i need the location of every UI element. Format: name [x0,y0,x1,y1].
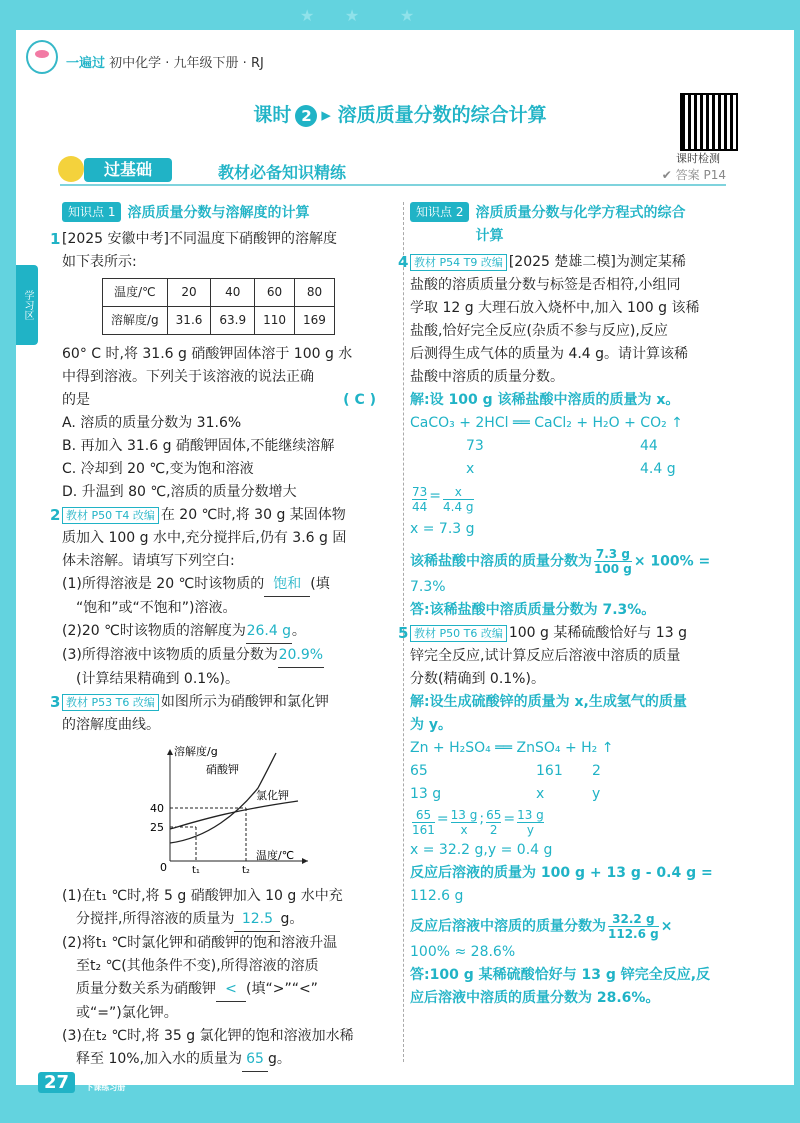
tick-t2: t₂ [242,865,250,873]
question-5: 5 教材 P50 T6 改编 100 g 某稀硫酸恰好与 13 g 锌完全反应,试计算反应后溶液中溶质的质量 分数(精确到 0.1%)。 解:设生成硫酸锌的质量为 x,生成氢气的质量 为 y。 Zn + H₂SO₄ ══ ZnSO₄ + H₂ ↑ 65 161 2 13 g x y $\frac{65}{161}$ = $\frac{13 g}{x}$ ; $\frac{65}{2}$ = $\frac{13 g}{y}$ x = 32.2 g,y = 0.4 g 反应后溶液的质量为 100 g + 13 g - 0.4 g = 112.6 g 反应后溶液中溶质的质量分数为 $\frac{32.2 g}{112.6 g}$ × 100% ≈ 28.6% 答:100 g 某稀硫酸恰好与 13 g 锌完全反应,反 应后溶液中溶质的质量分数为 28.6%。 [410,622,736,1010]
origin: 0 [160,861,167,873]
answer-choice: ( C ) [343,392,376,408]
solubility-curve-graph [148,743,318,873]
header-brand: 一遍过 初中化学 · 九年级下册 · RJ [66,56,264,71]
question-3: 3 教材 P53 T6 改编 如图所示为硝酸钾和氯化钾 的溶解度曲线。 溶解度/g 温度/℃ 硝酸钾 氯化钾 40 25 0 t₁ t₂ (1)在t₁ ℃时,将 5 g 硝酸钾加入 10 g 水中充 分搅拌,所得溶液的质量为 12.5 g。 (2)将t₁ ℃时氯化钾和硝酸钾的饱和溶液升温 至t₂ ℃(其他条件不变),所得溶液的溶质 质量分数关系为硝酸钾 < (填“>”“<” 或“=”)氯化钾。 (3)在t₂ ℃时,将 35 g 氯化钾的饱和溶液加水稀 释至 10%,加入水的质量为 65 g。 [62,691,394,1072]
option-c: C. 冷却到 20 ℃,变为饱和溶液 [62,461,254,477]
arrow-icon: ▸ [321,104,331,126]
blank-answer: 20.9% [278,644,324,668]
x-axis-label: 温度/℃ [256,849,295,862]
qr-label: 课时检测 [676,152,720,165]
curve-label-kcl: 氯化钾 [256,789,289,802]
page-number: 27 [38,1072,75,1093]
tick-t1: t₁ [192,865,200,873]
section-banner [60,158,726,186]
equation: CaCO₃ + 2HCl ══ CaCl₂ + H₂O + CO₂ ↑ [410,415,683,431]
curve-label-knno3: 硝酸钾 [206,763,239,776]
qr-code-icon[interactable] [680,93,738,151]
left-column [50,202,394,1072]
option-a: A. 溶质的质量分数为 31.6% [62,415,242,431]
option-b: B. 再加入 31.6 g 硝酸钾固体,不能继续溶解 [62,438,335,454]
knowledge-point-1: 知识点 1 溶质质量分数与溶解度的计算 [62,202,394,225]
star-badge-icon [58,156,84,182]
blank-answer: 饱和 [264,573,310,597]
answer-ref[interactable]: ✔ 答案 P14 [661,168,726,182]
question-1: 1 [2025 安徽中考]不同温度下硝酸钾的溶解度 如下表所示: 温度/℃ 20 40 60 80 溶解度/g 31.6 63.9 110 169 60° C 时,将 31.6 g 硝酸钾固体溶于 100 g 水 中得到溶液。下列关于该溶液的说法正确 的是 ( C ) A. 溶质的质量分数为 31.6% B. 再加入 31.6 g 硝酸钾固体,不能继续溶解 C. 冷却到 20 ℃,变为饱和溶液 D. 升温到 80 ℃,溶质的质量分数增大 [62,228,394,504]
equation: Zn + H₂SO₄ ══ ZnSO₄ + H₂ ↑ [410,740,614,756]
blank-answer: 26.4 g [246,620,292,644]
tick-40: 40 [150,802,164,815]
question-4: 4 教材 P54 T9 改编 [2025 楚雄二模]为测定某稀 盐酸的溶质质量分数与标签是否相符,小组同 学取 12 g 大理石放入烧杯中,加入 100 g 该稀 盐酸,恰好完全反应(杂质不参与反应),反应 后测得生成气体的质量为 4.4 g。请计算该稀 盐酸中溶质的质量分数。 解:设 100 g 该稀盐酸中溶质的质量为 x。 CaCO₃ + 2HCl ══ CaCl₂ + H₂O + CO₂ ↑ 73 44 x 4.4 g $\frac{73}{44}$ = $\frac{x}{4.4 g}$ x = 7.3 g 该稀盐酸中溶质的质量分数为 $\frac{7.3 g}{100 g}$ × 100% = 7.3% 答:该稀盐酸中溶质质量分数为 7.3%。 [410,251,736,622]
page-footer: 27 上课认真听 下课练习册 [38,1072,125,1093]
blank-answer: < [216,978,246,1002]
y-axis-label: 溶解度/g [174,745,218,758]
solubility-table: 温度/℃ 20 40 60 80 溶解度/g 31.6 63.9 110 169 [102,278,335,335]
blank-answer: 65 [242,1048,268,1072]
tick-25: 25 [150,821,164,834]
question-2: 2 教材 P50 T4 改编 在 20 ℃时,将 30 g 某固体物 质加入 100 g 水中,充分搅拌后,仍有 3.6 g 固 体未溶解。请填写下列空白: (1)所得溶液是 20 ℃时该物质的 饱和 (填 “饱和”或“不饱和”)溶液。 (2)20 ℃时该物质的溶解度为26.4 g。 (3)所得溶液中该物质的质量分数为20.9% (计算结果精确到 0.1%)。 [50,506,347,687]
curve-kcl [170,801,298,829]
lesson-title: 课时 2 ▸ 溶质质量分数的综合计算 [253,104,547,126]
blank-answer: 12.5 [234,908,280,932]
section-subtitle: 教材必备知识精练 [218,163,347,182]
side-tab: 学习区 [16,265,38,345]
right-column [398,202,736,1010]
knowledge-point-2: 知识点 2 溶质质量分数与化学方程式的综合 计算 [410,202,736,248]
mascot-logo-icon [26,40,58,74]
option-d: D. 升温到 80 ℃,溶质的质量分数增大 [62,484,297,500]
section-tag: 过基础 [84,158,172,182]
